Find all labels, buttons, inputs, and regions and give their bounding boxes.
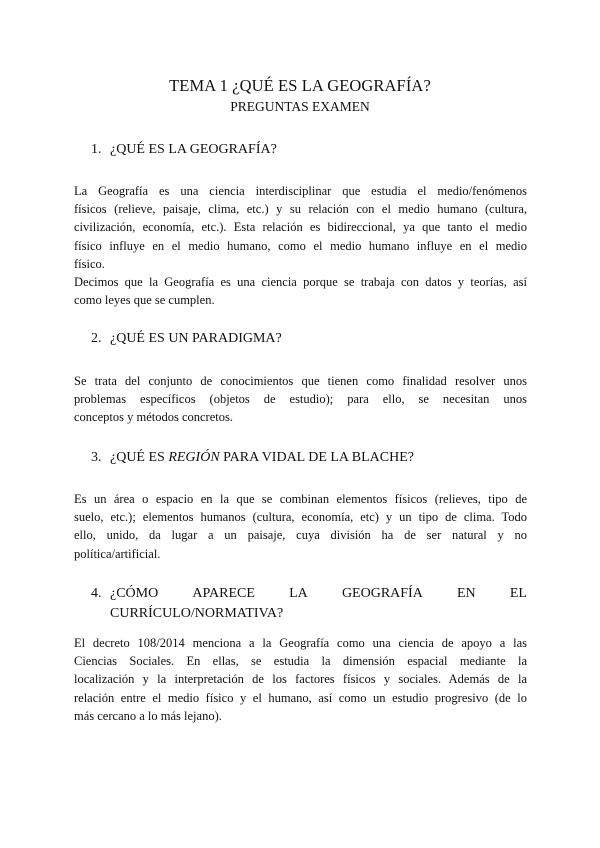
section-2-paragraph: [74, 372, 527, 427]
section-title-word: ¿CÓMO: [110, 586, 159, 601]
paragraph-line: localización y la interpretación de los factores físicos y sociales. Además de la: [74, 672, 527, 687]
section-number: 3.: [91, 450, 102, 465]
section-number: 1.: [91, 142, 102, 157]
paragraph-line: Decimos que la Geografía es una ciencia porque se trabaja con datos y teorías, así: [74, 275, 527, 290]
section-title: ¿QUÉ ES UN PARADIGMA?: [110, 331, 282, 346]
section-4-heading: [91, 584, 527, 604]
section-number: 2.: [91, 331, 102, 346]
section-title-word: EN: [457, 586, 476, 601]
paragraph-line: físicos (relieve, paisaje, clima, etc.) y su relación con el medio humano (cultura,: [74, 202, 527, 217]
paragraph-line: como leyes que se cumplen.: [74, 293, 215, 308]
document-title: TEMA 1 ¿QUÉ ES LA GEOGRAFÍA?: [169, 76, 431, 95]
section-3-paragraph: [74, 490, 527, 563]
section-title-post: PARA VIDAL DE LA BLACHE?: [219, 450, 414, 465]
paragraph-line: La Geografía es una ciencia interdisciplinar que estudia el medio/fenómenos: [74, 184, 527, 198]
section-4-paragraph: [74, 634, 527, 725]
section-title-word: APARECE: [192, 586, 255, 601]
section-title: ¿QUÉ ES LA GEOGRAFÍA?: [110, 142, 277, 157]
section-3-heading: [91, 448, 527, 468]
paragraph-line: Se trata del conjunto de conocimientos que tienen como finalidad resolver unos: [74, 374, 527, 388]
paragraph-line: problemas específicos (objetos de estudio); para ello, se necesitan unos: [74, 392, 527, 407]
section-4-heading-continued: CURRÍCULO/NORMATIVA?: [110, 606, 284, 621]
section-number: 4.: [91, 586, 102, 601]
paragraph-line: ello, unido, da lugar a un paisaje, cuya división ha de ser natural y no: [74, 528, 527, 543]
paragraph-line: físico influye en el medio humano, como el medio humano influye en el medio: [74, 238, 527, 253]
section-2-heading: [91, 329, 527, 349]
section-title-word: [91, 584, 158, 604]
section-title-word: EL: [509, 586, 527, 601]
paragraph-line: civilización, economía, etc.). Esta relación es bidireccional, ya que tanto el medio: [74, 220, 527, 235]
document-subtitle: PREGUNTAS EXAMEN: [230, 99, 370, 114]
section-1-heading: [91, 140, 527, 160]
paragraph-line: El decreto 108/2014 menciona a la Geografía como una ciencia de apoyo a las: [74, 636, 527, 650]
section-title-emphasis: REGIÓN: [168, 450, 220, 465]
section-1-paragraph: [74, 182, 527, 309]
paragraph-line: Es un área o espacio en la que se combinan elementos físicos (relieves, tipo de: [74, 492, 527, 506]
paragraph-line: política/artificial.: [74, 546, 161, 561]
paragraph-line: relación entre el medio físico y el humano, así como un estudio progresivo (de lo: [74, 690, 527, 705]
section-title-word: LA: [289, 586, 308, 601]
paragraph-line: Ciencias Sociales. En ellas, se estudia la dimensión espacial mediante la: [74, 654, 527, 669]
paragraph-line: más cercano a lo más lejano).: [74, 708, 222, 723]
paragraph-line: conceptos y métodos concretos.: [74, 410, 233, 425]
paragraph-line: físico.: [74, 256, 105, 271]
paragraph-line: suelo, etc.); elementos humanos (cultura, economía, etc) y un tipo de clima. Todo: [74, 510, 527, 525]
section-title-word: GEOGRAFÍA: [341, 586, 423, 601]
section-title-pre: ¿QUÉ ES: [110, 450, 169, 465]
